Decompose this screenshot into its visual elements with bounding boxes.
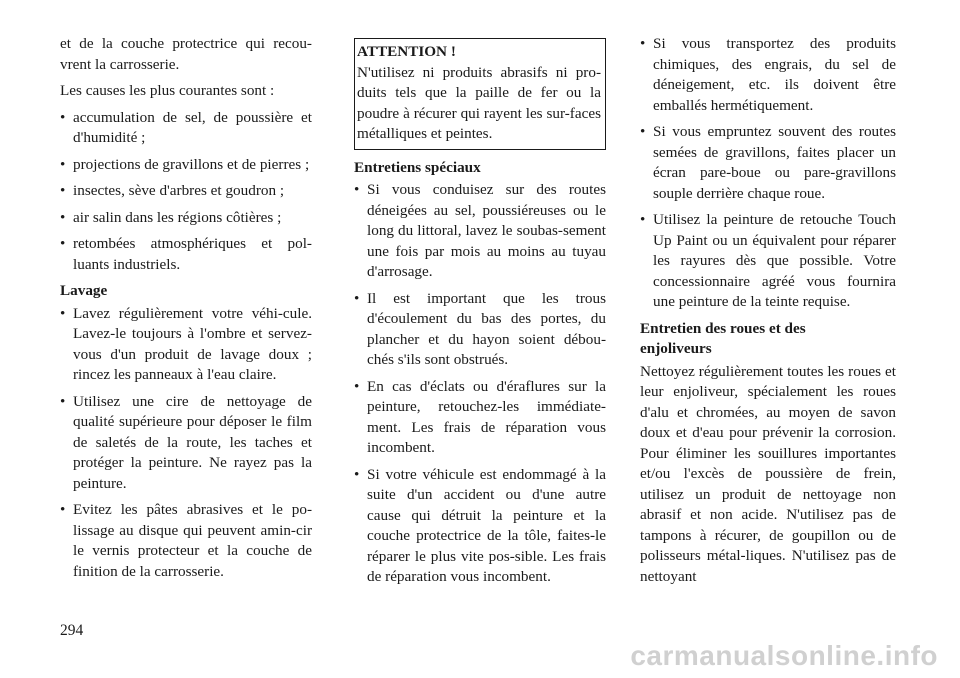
column-middle [354, 34, 606, 594]
section-heading-wheels: Entretien des roues et des enjoliveurs [640, 319, 806, 357]
list-item: • Si vous transportez des produits chimiques, des engrais, du sel de déneigement, etc. ils doivent être emballés hermétiquement. [640, 34, 896, 116]
list-item: • accumulation de sel, de poussière et d'humidité ; [60, 108, 312, 149]
page-number: 294 [60, 622, 84, 639]
special-list [354, 180, 606, 588]
list-item: • Si vous empruntez souvent des routes semées de gravillons, faites placer un écran pare-boue ou pare-gravillons souple derrière chaque roue. [640, 122, 896, 204]
list-item: • En cas d'éclats ou d'éraflures sur la peinture, retouchez-les immédiate-ment. Les frais de réparation vous incombent. [354, 377, 606, 459]
list-item: • Evitez les pâtes abrasives et le po-lissage au disque qui peuvent amin-cir le vernis protecteur et la couche de finition de la carrosserie. [60, 500, 312, 582]
list-item: • Utilisez une cire de nettoyage de qualité supérieure pour déposer le film de saletés de la route, les taches et protéger la peinture. Ne rayez pas la peinture. [60, 392, 312, 495]
intro-paragraph: et de la couche protectrice qui recou-vrent la carrosserie. [60, 35, 312, 73]
causes-list [60, 108, 312, 276]
causes-lead: Les causes les plus courantes sont : [60, 82, 275, 99]
list-item: • Si vous conduisez sur des routes déneigées au sel, poussiéreuses ou le long du littoral, lavez le soubas-sement une fois par mois au moins au tuyau d'arrosage. [354, 180, 606, 283]
list-item: • Si votre véhicule est endommagé à la suite d'un accident ou d'une autre cause qui détruit la peinture et la couche protectrice de la tôle, faites-le réparer le plus vite pos-sible. Les frais de réparation vous incombent. [354, 465, 606, 588]
attention-title: ATTENTION ! [357, 43, 456, 60]
list-item: • Utilisez la peinture de retouche Touch Up Paint ou un équivalent pour réparer les rayures dès que possible. Votre concessionnaire agréé vous fournira une peinture de la teinte requise. [640, 210, 896, 313]
right-list [640, 34, 896, 313]
section-heading-lavage: Lavage [60, 282, 108, 299]
wheels-paragraph: Nettoyez régulièrement toutes les roues et leur enjoliveur, spécialement les roues d'alu et chromées, au moyen de savon doux et d'eau pour prévenir la corrosion. Pour éliminer les souillures importantes et/ou l'excès de poussière de frein, utilisez un produit de nettoyage non abrasif et non acide. N'utilisez pas de tampons à récurer, de goupillon ou de polisseurs métal-liques. N'utilisez pas de nettoyant [640, 362, 896, 585]
list-item: • air salin dans les régions côtières ; [60, 208, 312, 229]
column-left [60, 34, 312, 588]
lavage-list [60, 304, 312, 583]
watermark: carmanualsonline.info [630, 640, 938, 671]
list-item: • Il est important que les trous d'écoulement du bas des portes, du plancher et du hayon soient débou-chés s'ils sont obstrués. [354, 289, 606, 371]
list-item: • projections de gravillons et de pierres ; [60, 155, 312, 176]
attention-box [354, 38, 606, 150]
list-item: • retombées atmosphériques et pol-luants industriels. [60, 234, 312, 275]
list-item: • Lavez régulièrement votre véhi-cule. Lavez-le toujours à l'ombre et servez-vous d'un produit de lavage doux ; rincez les panneaux à l'eau claire. [60, 304, 312, 386]
column-right [640, 34, 896, 593]
list-item: • insectes, sève d'arbres et goudron ; [60, 181, 312, 202]
attention-body: N'utilisez ni produits abrasifs ni pro-duits tels que la paille de fer ou la poudre à récurer qui rayent les sur-faces métalliques et peintes. [357, 63, 601, 142]
section-heading-special: Entretiens spéciaux [354, 158, 481, 176]
